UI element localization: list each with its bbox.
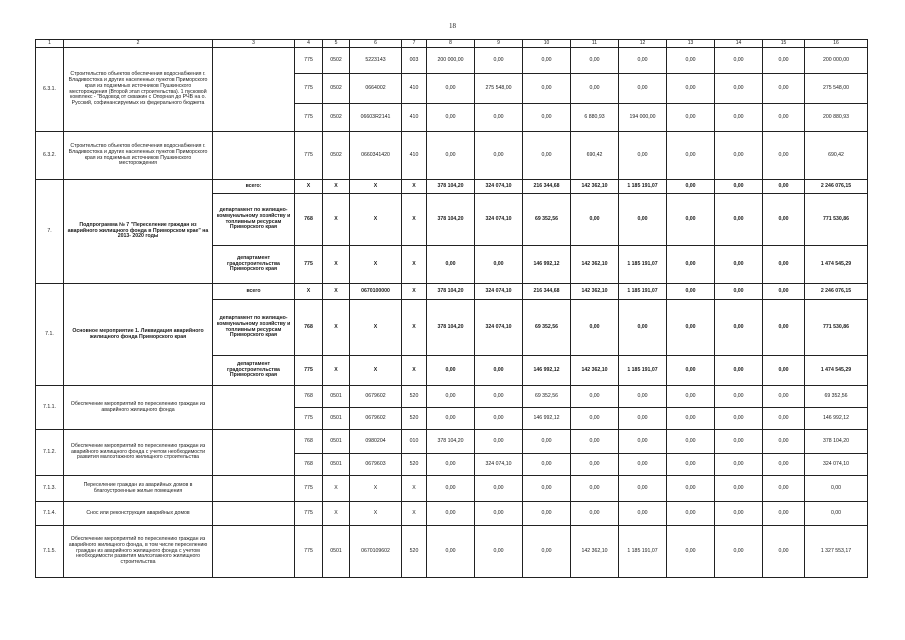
table-cell: X bbox=[402, 476, 427, 502]
table-cell: 146 992,12 bbox=[523, 408, 571, 430]
table-cell: департамент градостроительства Приморского края bbox=[213, 246, 295, 284]
table-cell: 0,00 bbox=[715, 74, 763, 104]
table-cell: 0501 bbox=[323, 454, 350, 476]
table-cell: 0,00 bbox=[619, 430, 667, 454]
table-cell: 0,00 bbox=[571, 408, 619, 430]
table-cell: 6 880,93 bbox=[571, 104, 619, 132]
table-cell: 7. bbox=[36, 180, 64, 284]
table-cell: 0,00 bbox=[427, 476, 475, 502]
table-cell: 0,00 bbox=[715, 180, 763, 194]
table-cell: X bbox=[350, 502, 402, 526]
table-cell: 771 530,86 bbox=[805, 300, 868, 356]
table-cell bbox=[213, 476, 295, 502]
table-cell: X bbox=[402, 180, 427, 194]
table-cell bbox=[213, 502, 295, 526]
table-cell: 7.1.4. bbox=[36, 502, 64, 526]
header-cell: 9 bbox=[475, 40, 523, 48]
table-cell: 0,00 bbox=[763, 284, 805, 300]
table-cell: 0,00 bbox=[715, 194, 763, 246]
table-cell: 0,00 bbox=[427, 74, 475, 104]
table-cell: 0,00 bbox=[475, 246, 523, 284]
table-cell: 0,00 bbox=[523, 526, 571, 578]
header-cell: 2 bbox=[64, 40, 213, 48]
table-cell: 216 344,68 bbox=[523, 180, 571, 194]
table-cell: 0,00 bbox=[667, 180, 715, 194]
table-cell: 0,00 bbox=[427, 104, 475, 132]
table-cell: 0,00 bbox=[427, 246, 475, 284]
table-cell: 0,00 bbox=[763, 104, 805, 132]
table-cell: 0,00 bbox=[763, 476, 805, 502]
header-cell: 11 bbox=[571, 40, 619, 48]
table-cell: 0,00 bbox=[427, 408, 475, 430]
table-cell: 0,00 bbox=[571, 300, 619, 356]
table-cell: 0,00 bbox=[763, 48, 805, 74]
table-cell: X bbox=[323, 194, 350, 246]
table-cell: Снос или реконструкция аварийных домов bbox=[64, 502, 213, 526]
table-cell: 0,00 bbox=[667, 300, 715, 356]
table-cell: 69 352,56 bbox=[523, 386, 571, 408]
header-cell: 4 bbox=[295, 40, 323, 48]
table-cell: 0501 bbox=[323, 430, 350, 454]
table-cell: 200 880,93 bbox=[805, 104, 868, 132]
table-cell: 775 bbox=[295, 502, 323, 526]
table-cell: 146 992,12 bbox=[805, 408, 868, 430]
table-cell: 324 074,10 bbox=[475, 300, 523, 356]
table-cell: X bbox=[295, 284, 323, 300]
table-cell: 520 bbox=[402, 408, 427, 430]
table-cell: 775 bbox=[295, 246, 323, 284]
table-cell: 520 bbox=[402, 386, 427, 408]
table-cell: 0,00 bbox=[619, 408, 667, 430]
table-cell: 275 548,00 bbox=[805, 74, 868, 104]
table-cell: 142 362,10 bbox=[571, 356, 619, 386]
table-cell: 690,42 bbox=[571, 132, 619, 180]
table-cell: X bbox=[402, 246, 427, 284]
table-cell: 69 352,56 bbox=[523, 194, 571, 246]
table-cell: 194 000,00 bbox=[619, 104, 667, 132]
table-cell: 0,00 bbox=[667, 194, 715, 246]
header-cell: 3 bbox=[213, 40, 295, 48]
table-cell: 0,00 bbox=[667, 408, 715, 430]
table-cell: 0,00 bbox=[667, 386, 715, 408]
table-cell: 378 104,20 bbox=[805, 430, 868, 454]
table-row bbox=[36, 386, 868, 408]
header-cell: 7 bbox=[402, 40, 427, 48]
table-cell: X bbox=[323, 284, 350, 300]
table-cell: X bbox=[323, 246, 350, 284]
table-cell: 0,00 bbox=[667, 502, 715, 526]
table-cell: 0,00 bbox=[763, 454, 805, 476]
table-cell: X bbox=[350, 476, 402, 502]
table-cell: 0,00 bbox=[715, 454, 763, 476]
table-row bbox=[36, 284, 868, 300]
table-cell: 0501 bbox=[323, 408, 350, 430]
table-body bbox=[36, 40, 868, 578]
table-cell: 010 bbox=[402, 430, 427, 454]
table-cell: X bbox=[402, 284, 427, 300]
table-cell: 410 bbox=[402, 132, 427, 180]
table-cell: 0,00 bbox=[475, 104, 523, 132]
table-cell: 324 074,10 bbox=[475, 194, 523, 246]
header-cell: 8 bbox=[427, 40, 475, 48]
table-cell: 0670109602 bbox=[350, 526, 402, 578]
table-cell: 690,42 bbox=[805, 132, 868, 180]
table-cell: X bbox=[402, 300, 427, 356]
table-cell: 1 327 553,17 bbox=[805, 526, 868, 578]
table-cell: 0,00 bbox=[763, 300, 805, 356]
table-cell: 0,00 bbox=[475, 430, 523, 454]
table-cell: 0,00 bbox=[715, 526, 763, 578]
table-cell: 0,00 bbox=[763, 194, 805, 246]
table-cell: Переселение граждан из аварийных домов в благоустроенные жилые помещения bbox=[64, 476, 213, 502]
table-cell: 0,00 bbox=[763, 246, 805, 284]
table-cell: 0,00 bbox=[667, 74, 715, 104]
table-cell: 0,00 bbox=[523, 502, 571, 526]
table-cell: X bbox=[295, 180, 323, 194]
table-cell: 0,00 bbox=[571, 454, 619, 476]
table-cell: 0664002 bbox=[350, 74, 402, 104]
table-cell: 142 362,10 bbox=[571, 246, 619, 284]
header-cell: 16 bbox=[805, 40, 868, 48]
table-cell: X bbox=[323, 356, 350, 386]
table-cell: 0,00 bbox=[667, 48, 715, 74]
table-cell: 768 bbox=[295, 386, 323, 408]
table-cell: 142 362,10 bbox=[571, 284, 619, 300]
table-cell: 0501 bbox=[323, 526, 350, 578]
table-cell: 0,00 bbox=[427, 526, 475, 578]
table-cell: 0,00 bbox=[715, 284, 763, 300]
table-cell: 0679602 bbox=[350, 408, 402, 430]
table-cell: департамент градостроительства Приморского края bbox=[213, 356, 295, 386]
table-cell: 7.1.5. bbox=[36, 526, 64, 578]
table-cell: 775 bbox=[295, 48, 323, 74]
table-cell: 0,00 bbox=[619, 454, 667, 476]
table-cell: 0,00 bbox=[715, 48, 763, 74]
table-cell: X bbox=[350, 246, 402, 284]
table-cell: 0,00 bbox=[523, 454, 571, 476]
table-cell: 324 074,10 bbox=[805, 454, 868, 476]
table-cell: 0,00 bbox=[805, 476, 868, 502]
table-row bbox=[36, 132, 868, 180]
table-cell: 7.1. bbox=[36, 284, 64, 386]
table-cell: 7.1.2. bbox=[36, 430, 64, 476]
table-cell: 0501 bbox=[323, 386, 350, 408]
table-cell: 0,00 bbox=[571, 476, 619, 502]
table-cell: 0,00 bbox=[667, 246, 715, 284]
table-cell: 0,00 bbox=[475, 132, 523, 180]
table-cell: X bbox=[350, 180, 402, 194]
table-cell: 0,00 bbox=[667, 526, 715, 578]
table-cell: 0,00 bbox=[667, 476, 715, 502]
table-cell: 0,00 bbox=[763, 430, 805, 454]
table-cell: 775 bbox=[295, 526, 323, 578]
table-cell: Основное мероприятие 1. Ликвидация аварийного жилищного фонда Приморского края bbox=[64, 284, 213, 386]
table-row bbox=[36, 526, 868, 578]
table-cell: 0,00 bbox=[523, 74, 571, 104]
table-cell: 775 bbox=[295, 74, 323, 104]
table-cell: 1 474 545,29 bbox=[805, 246, 868, 284]
table-cell: 0,00 bbox=[475, 526, 523, 578]
table-cell: 0,00 bbox=[427, 356, 475, 386]
table-cell: всего bbox=[213, 284, 295, 300]
table-cell: 0,00 bbox=[571, 386, 619, 408]
table-cell: X bbox=[350, 300, 402, 356]
table-cell: 1 185 191,07 bbox=[619, 526, 667, 578]
table-cell: 0,00 bbox=[763, 132, 805, 180]
table-row bbox=[36, 476, 868, 502]
table-cell bbox=[213, 430, 295, 476]
table-cell: 7.1.3. bbox=[36, 476, 64, 502]
table-cell: 0502 bbox=[323, 74, 350, 104]
table-cell: 0,00 bbox=[523, 132, 571, 180]
table-cell: 0,00 bbox=[667, 430, 715, 454]
table-cell: 0,00 bbox=[475, 386, 523, 408]
table-cell: 0,00 bbox=[667, 132, 715, 180]
table-cell: 1 185 191,07 bbox=[619, 246, 667, 284]
table-cell: 200 000,00 bbox=[805, 48, 868, 74]
table-cell: 2 246 076,15 bbox=[805, 284, 868, 300]
table-cell: 520 bbox=[402, 526, 427, 578]
table-cell: 0,00 bbox=[571, 74, 619, 104]
table-cell: 0980204 bbox=[350, 430, 402, 454]
table-cell: департамент по жилищно-коммунальному хозяйству и топливным ресурсам Приморского края bbox=[213, 300, 295, 356]
table-cell: 1 474 545,29 bbox=[805, 356, 868, 386]
table-cell: 768 bbox=[295, 300, 323, 356]
table-cell: департамент по жилищно-коммунальному хозяйству и топливным ресурсам Приморского края bbox=[213, 194, 295, 246]
table-cell bbox=[213, 132, 295, 180]
table-row bbox=[36, 430, 868, 454]
table-cell: 0,00 bbox=[763, 386, 805, 408]
table-cell: 0,00 bbox=[427, 454, 475, 476]
table-cell: 0679602 bbox=[350, 386, 402, 408]
page-number: 18 bbox=[449, 22, 456, 30]
table-cell: 6.3.1. bbox=[36, 48, 64, 132]
table-cell: 0,00 bbox=[475, 48, 523, 74]
table-cell: 378 104,20 bbox=[427, 300, 475, 356]
table-cell: Обеспечение мероприятий по переселению граждан из аварийного жилищного фонда, в том числе переселению граждан из аварийного жилищного фонда с учетом необходимости развития малоэтажного жилищного строительства bbox=[64, 526, 213, 578]
table-cell: X bbox=[323, 502, 350, 526]
budget-table bbox=[35, 39, 868, 578]
table-cell: 0,00 bbox=[619, 502, 667, 526]
header-cell: 5 bbox=[323, 40, 350, 48]
table-cell: X bbox=[323, 476, 350, 502]
table-cell: 6.3.2. bbox=[36, 132, 64, 180]
table-cell: 768 bbox=[295, 194, 323, 246]
table-cell: 200 000,00 bbox=[427, 48, 475, 74]
table-cell: 0,00 bbox=[619, 74, 667, 104]
table-cell: 378 104,20 bbox=[427, 194, 475, 246]
table-cell: X bbox=[402, 502, 427, 526]
table-cell: 275 548,00 bbox=[475, 74, 523, 104]
table-cell: Строительство объектов обеспечения водоснабжения г. Владивостока и других населенных пунктов Приморского края из подземных источников Пушкинского месторождения bbox=[64, 132, 213, 180]
table-cell: 0670100000 bbox=[350, 284, 402, 300]
table-cell: 0,00 bbox=[715, 408, 763, 430]
table-cell bbox=[213, 48, 295, 132]
table-cell: 775 bbox=[295, 408, 323, 430]
table-cell: 0,00 bbox=[619, 476, 667, 502]
table-cell: X bbox=[350, 356, 402, 386]
table-cell: 7.1.1. bbox=[36, 386, 64, 430]
table-cell: 2 246 076,15 bbox=[805, 180, 868, 194]
table-cell: 0,00 bbox=[475, 408, 523, 430]
table-cell: 146 992,12 bbox=[523, 356, 571, 386]
table-cell: 775 bbox=[295, 132, 323, 180]
header-row bbox=[36, 40, 868, 48]
table-cell: 410 bbox=[402, 104, 427, 132]
table-cell: 0,00 bbox=[667, 454, 715, 476]
table-cell: 775 bbox=[295, 356, 323, 386]
table-cell: Обеспечение мероприятий по переселению граждан из аварийного жилищного фонда с учетом необходимости развития малоэтажного жилищного строительства bbox=[64, 430, 213, 476]
table-cell: 0502 bbox=[323, 48, 350, 74]
table-cell: X bbox=[323, 300, 350, 356]
table-cell: 768 bbox=[295, 454, 323, 476]
header-cell: 6 bbox=[350, 40, 402, 48]
table-cell: 378 104,20 bbox=[427, 180, 475, 194]
table-cell: 0,00 bbox=[763, 408, 805, 430]
table-cell: 0502 bbox=[323, 104, 350, 132]
table-cell: 0,00 bbox=[715, 246, 763, 284]
table-cell: 0,00 bbox=[619, 194, 667, 246]
table-cell: 0,00 bbox=[475, 476, 523, 502]
table-cell: 1 185 191,07 bbox=[619, 356, 667, 386]
table-cell: 0,00 bbox=[523, 104, 571, 132]
table-cell: 0,00 bbox=[763, 356, 805, 386]
table-cell: Обеспечение мероприятий по переселению граждан из аварийного жилищного фонда bbox=[64, 386, 213, 430]
table-cell: 324 074,10 bbox=[475, 180, 523, 194]
table-cell: 69 352,56 bbox=[523, 300, 571, 356]
table-cell: 0,00 bbox=[805, 502, 868, 526]
table-cell bbox=[213, 386, 295, 430]
table-cell: 0,00 bbox=[667, 104, 715, 132]
table-cell: 0,00 bbox=[667, 356, 715, 386]
table-cell: 0,00 bbox=[715, 132, 763, 180]
table-cell: 003 bbox=[402, 48, 427, 74]
table-cell: 410 bbox=[402, 74, 427, 104]
table-cell: 0,00 bbox=[619, 48, 667, 74]
table-cell: 0,00 bbox=[523, 476, 571, 502]
header-cell: 10 bbox=[523, 40, 571, 48]
table-row bbox=[36, 48, 868, 74]
table-cell: 378 104,20 bbox=[427, 430, 475, 454]
table-cell: 324 074,10 bbox=[475, 454, 523, 476]
table-cell: 0,00 bbox=[763, 74, 805, 104]
table-cell: 216 344,68 bbox=[523, 284, 571, 300]
table-cell: 775 bbox=[295, 476, 323, 502]
table-cell: 0,00 bbox=[619, 132, 667, 180]
table-cell: 0502 bbox=[323, 132, 350, 180]
table-cell: 0,00 bbox=[571, 430, 619, 454]
table-cell: 0,00 bbox=[715, 300, 763, 356]
table-cell: 0,00 bbox=[523, 48, 571, 74]
table-cell: 146 992,12 bbox=[523, 246, 571, 284]
table-cell: 1 185 191,07 bbox=[619, 284, 667, 300]
table-cell: 0,00 bbox=[715, 502, 763, 526]
table-cell: 0,00 bbox=[571, 194, 619, 246]
table-cell: 0,00 bbox=[715, 356, 763, 386]
table-cell: 771 530,86 bbox=[805, 194, 868, 246]
table-cell: 06603R2141 bbox=[350, 104, 402, 132]
table-cell: 0,00 bbox=[763, 180, 805, 194]
table-cell: всего: bbox=[213, 180, 295, 194]
table-cell: 0,00 bbox=[667, 284, 715, 300]
table-cell: 768 bbox=[295, 430, 323, 454]
table-cell: 520 bbox=[402, 454, 427, 476]
table-cell: 0,00 bbox=[475, 502, 523, 526]
table-cell: 142 362,10 bbox=[571, 526, 619, 578]
table-cell: 69 352,56 bbox=[805, 386, 868, 408]
table-cell: 324 074,10 bbox=[475, 284, 523, 300]
header-cell: 1 bbox=[36, 40, 64, 48]
table-cell: 0679603 bbox=[350, 454, 402, 476]
table-cell: X bbox=[350, 194, 402, 246]
table-cell: 1 185 191,07 bbox=[619, 180, 667, 194]
table-cell: 0,00 bbox=[763, 526, 805, 578]
table-cell: X bbox=[323, 180, 350, 194]
table-cell: 142 362,10 bbox=[571, 180, 619, 194]
table-cell: 0,00 bbox=[571, 48, 619, 74]
header-cell: 12 bbox=[619, 40, 667, 48]
table-cell: 0,00 bbox=[715, 476, 763, 502]
table-cell: X bbox=[402, 194, 427, 246]
table-cell: 0,00 bbox=[619, 386, 667, 408]
table-cell: 5223143 bbox=[350, 48, 402, 74]
table-cell: X bbox=[402, 356, 427, 386]
table-row bbox=[36, 502, 868, 526]
table-cell: 0660341420 bbox=[350, 132, 402, 180]
table-cell: 0,00 bbox=[475, 356, 523, 386]
table-cell: 0,00 bbox=[427, 502, 475, 526]
header-cell: 15 bbox=[763, 40, 805, 48]
table-cell: 0,00 bbox=[715, 386, 763, 408]
table-cell: 775 bbox=[295, 104, 323, 132]
table-cell: 0,00 bbox=[715, 104, 763, 132]
table-cell: 378 104,20 bbox=[427, 284, 475, 300]
table-cell: 0,00 bbox=[427, 132, 475, 180]
table-row bbox=[36, 180, 868, 194]
table-cell: Строительство объектов обеспечения водоснабжения г. Владивостока и других населенных пунктов Приморского края из подземных источников Пушкинского месторождения (Второй этап строительства). 1 пусковой комплекс - "Водовод от скважин с Опорная до РЧВ на о. Русский, софинансируемых из федерального бюджета bbox=[64, 48, 213, 132]
table-cell: 0,00 bbox=[715, 430, 763, 454]
table-cell: 0,00 bbox=[427, 386, 475, 408]
table-cell: Подпрограмма № 7 "Переселение граждан из аварийного жилищного фонда в Приморском крае" на 2013- 2020 годы bbox=[64, 180, 213, 284]
header-cell: 13 bbox=[667, 40, 715, 48]
table-cell bbox=[213, 526, 295, 578]
table-cell: 0,00 bbox=[619, 300, 667, 356]
table-cell: 0,00 bbox=[523, 430, 571, 454]
table-cell: 0,00 bbox=[763, 502, 805, 526]
table-cell: 0,00 bbox=[571, 502, 619, 526]
header-cell: 14 bbox=[715, 40, 763, 48]
